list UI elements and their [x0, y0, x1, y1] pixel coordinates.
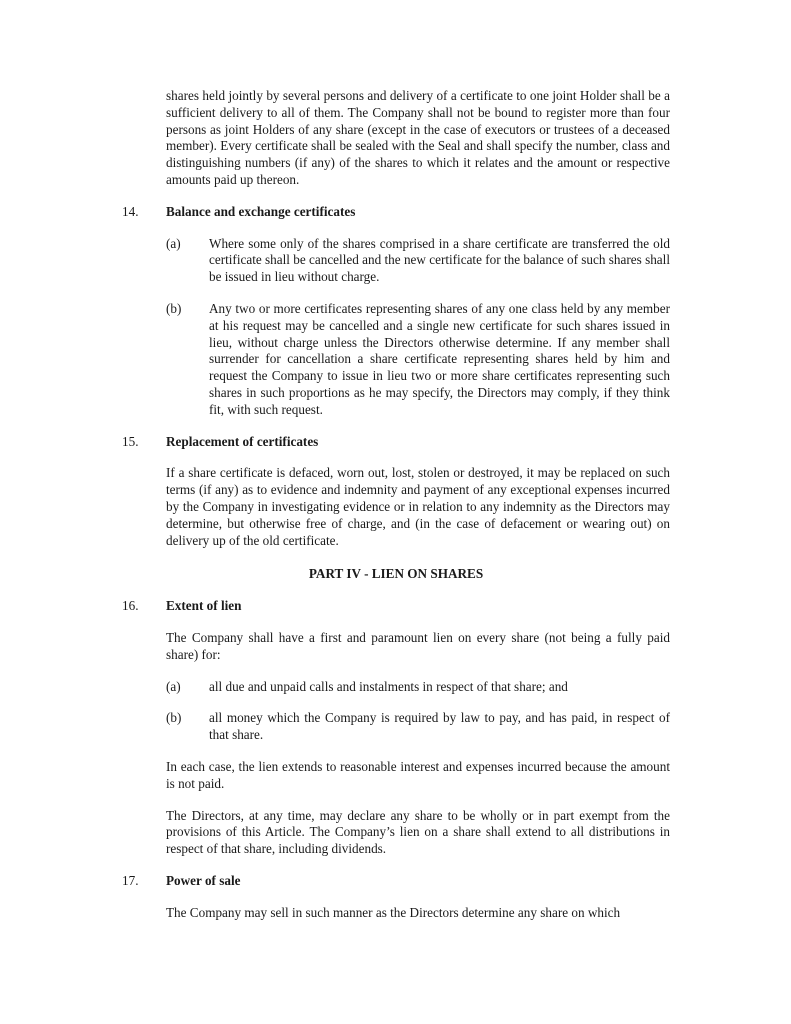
item-a-text: Where some only of the shares comprised in a share certificate are transferred the old certificate shall be cancelled and the new certificate for the balance of such shares shall be issued in lieu without charge. [209, 235, 670, 285]
item-a-text: all due and unpaid calls and instalments in respect of that share; and [209, 678, 568, 694]
section-16-lead: The Company shall have a first and paramount lien on every share (not being a fully paid share) for: [166, 629, 670, 662]
item-a-label: (a) [166, 678, 181, 694]
section-16-item-b [166, 710, 670, 744]
item-b-text: Any two or more certificates representing shares of any one class held by any member at his request may be cancelled and a single new certificate for such shares issued in lieu, without charge unless the Directors otherwise determine. If any member shall surrender for cancellation a share certificate representing shares held by him and request the Company to issue in lieu two or more share certificates representing such shares in such proportions as he may specify, the Directors may comply, if they think fit, with such request. [209, 300, 670, 417]
section-17-number: 17. [122, 872, 139, 888]
section-15-heading [122, 434, 670, 451]
section-16-item-a [166, 679, 670, 696]
section-16-number: 16. [122, 598, 139, 614]
section-15-number: 15. [122, 433, 139, 449]
intro-paragraph: shares held jointly by several persons and delivery of a certificate to one joint Holder shall be a sufficient delivery to all of them. The Company shall not be bound to register more than four persons as joint Holders of any share (except in the case of executors or trustees of a deceased member). Every certificate shall be sealed with the Seal and shall specify the number, class and distinguishing numbers (if any) of the shares to which it relates and the amount or respective amounts paid up thereon. [166, 88, 670, 187]
section-16-heading [122, 598, 670, 615]
section-14-number: 14. [122, 203, 139, 219]
section-16-paragraph-lien-extends: In each case, the lien extends to reasonable interest and expenses incurred because the amount is not paid. [166, 758, 670, 791]
section-17-body: The Company may sell in such manner as the Directors determine any share on which [166, 904, 621, 920]
section-15-body: If a share certificate is defaced, worn out, lost, stolen or destroyed, it may be replaced on such terms (if any) as to evidence and indemnity and payment of any exceptional expenses incurred by the Company in investigating evidence or in relation to any indemnity as the Directors may determine, but otherwise free of charge, and (in the case of defacement or wearing out) on delivery up of the old certificate. [166, 465, 670, 548]
item-a-label: (a) [166, 235, 181, 251]
item-b-label: (b) [166, 300, 182, 316]
section-17-title: Power of sale [166, 872, 241, 888]
section-16-paragraph-directors-exempt: The Directors, at any time, may declare any share to be wholly or in part exempt from the provisions of this Article. The Company’s lien on a share shall extend to all distributions in respect of that share, including dividends. [166, 807, 670, 857]
part-iv-heading: PART IV - LIEN ON SHARES [308, 566, 484, 582]
section-15-title: Replacement of certificates [166, 433, 319, 449]
item-b-text: all money which the Company is required by law to pay, and has paid, in respect of that share. [209, 710, 670, 743]
section-14-item-a [166, 236, 670, 286]
section-14-title: Balance and exchange certificates [166, 203, 356, 219]
item-b-label: (b) [166, 710, 182, 726]
section-17-heading [122, 873, 670, 890]
section-14-item-b [166, 301, 670, 419]
section-14-heading [122, 204, 670, 221]
section-16-title: Extent of lien [166, 598, 242, 614]
